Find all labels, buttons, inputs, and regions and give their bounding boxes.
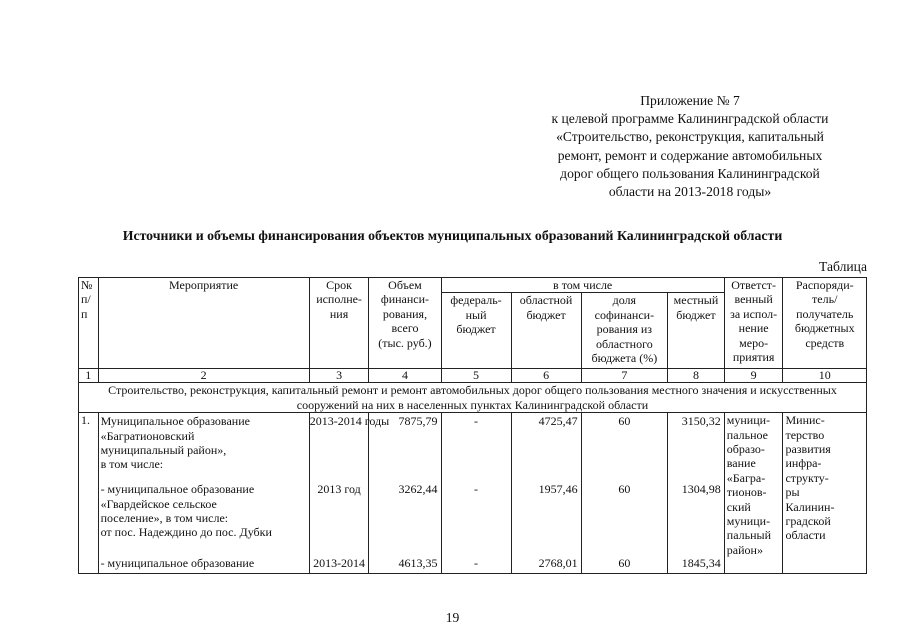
column-number: 5 (441, 369, 511, 383)
column-number: 8 (668, 369, 725, 383)
header-volume: Объем финанси- рования, всего (тыс. руб.) (369, 278, 441, 369)
header-local: местный бюджет (668, 293, 725, 369)
event-cell (98, 413, 309, 574)
term-cell (309, 413, 390, 574)
appendix-line: области на 2013-2018 годы» (608, 184, 772, 200)
header-responsible: Ответст- венный за испол- нение меро- приятия (724, 278, 783, 369)
responsible-cell: муници- пальное образо- вание «Багра- тионов- ский муници- пальный район» (724, 413, 783, 574)
term-sub: 2013 год (317, 482, 361, 497)
volume-sub-2: 4613,35 (398, 556, 438, 571)
header-manager: Распоряди- тель/ получатель бюджетных средств (783, 278, 867, 369)
federal-cell (441, 413, 511, 574)
federal-sub: - (474, 482, 479, 497)
section-row (79, 383, 867, 413)
local-sub-2: 1845,34 (681, 556, 721, 571)
volume-sub: 3262,44 (398, 482, 438, 497)
volume-main: 7875,79 (398, 414, 438, 429)
event-sub-2: - муниципальное образование (100, 556, 255, 571)
regional-cell (511, 413, 581, 574)
table-row (79, 413, 867, 574)
column-number: 9 (724, 369, 783, 383)
header-event: Мероприятие (98, 278, 309, 369)
financing-table (78, 277, 867, 574)
appendix-line: «Строительство, реконструкция, капитальный (556, 129, 824, 145)
local-cell (668, 413, 725, 574)
term-sub-2: 2013-2014 (313, 556, 366, 571)
header-regional: областной бюджет (511, 293, 581, 369)
federal-main: - (474, 414, 479, 429)
header-share: доля софинанси- рования из областного бюджета (%) (581, 293, 668, 369)
column-number: 10 (783, 369, 867, 383)
section-heading: Строительство, реконструкция, капитальный ремонт и ремонт автомобильных дорог общего пользования местного значения и искусственных сооружений на них в населенных пунктах Калининградской области (79, 383, 867, 413)
header-row (79, 278, 867, 293)
header-federal: федераль- ный бюджет (441, 293, 511, 369)
header-including: в том числе (441, 278, 724, 293)
row-number (79, 413, 99, 574)
column-number: 2 (98, 369, 309, 383)
share-cell (581, 413, 668, 574)
header-term: Срок исполне- ния (309, 278, 369, 369)
appendix-line: Приложение № 7 (640, 93, 740, 108)
appendix-note (520, 92, 860, 201)
event-main: Муниципальное образование «Багратионовский муниципальный район», в том числе: (100, 414, 250, 472)
column-number: 7 (581, 369, 668, 383)
header-no: № п/п (79, 278, 99, 369)
appendix-line: дорог общего пользования Калининградской (560, 165, 820, 181)
manager-cell: Минис- терство развития инфра- структу- ры Калинин- градской области (783, 413, 867, 574)
table-label: Таблица (819, 259, 867, 274)
appendix-line: ремонт, ремонт и содержание автомобильных (557, 147, 823, 163)
volume-cell (369, 413, 441, 574)
event-sub: - муниципальное образование «Гвардейское сельское поселение», в том числе: от пос. Надеждино до пос. Дубки (100, 482, 272, 540)
local-sub: 1304,98 (681, 482, 721, 497)
share-main: 60 (618, 414, 631, 429)
regional-sub: 1957,46 (538, 482, 578, 497)
page-number: 19 (445, 610, 460, 625)
column-numbers-row (79, 369, 867, 383)
local-main: 3150,32 (681, 414, 721, 429)
share-sub: 60 (618, 482, 631, 497)
row-number-text: 1. (81, 413, 90, 428)
term-main: 2013-2014 годы (309, 414, 390, 429)
column-number: 3 (309, 369, 369, 383)
federal-sub-2: - (474, 556, 479, 571)
share-sub-2: 60 (618, 556, 631, 571)
document-title: Источники и объемы финансирования объектов муниципальных образований Калининградской области (122, 228, 783, 243)
appendix-line: к целевой программе Калининградской области (551, 111, 829, 127)
regional-main: 4725,47 (538, 414, 578, 429)
column-number: 6 (511, 369, 581, 383)
column-number: 1 (79, 369, 99, 383)
regional-sub-2: 2768,01 (538, 556, 578, 571)
column-number: 4 (369, 369, 441, 383)
